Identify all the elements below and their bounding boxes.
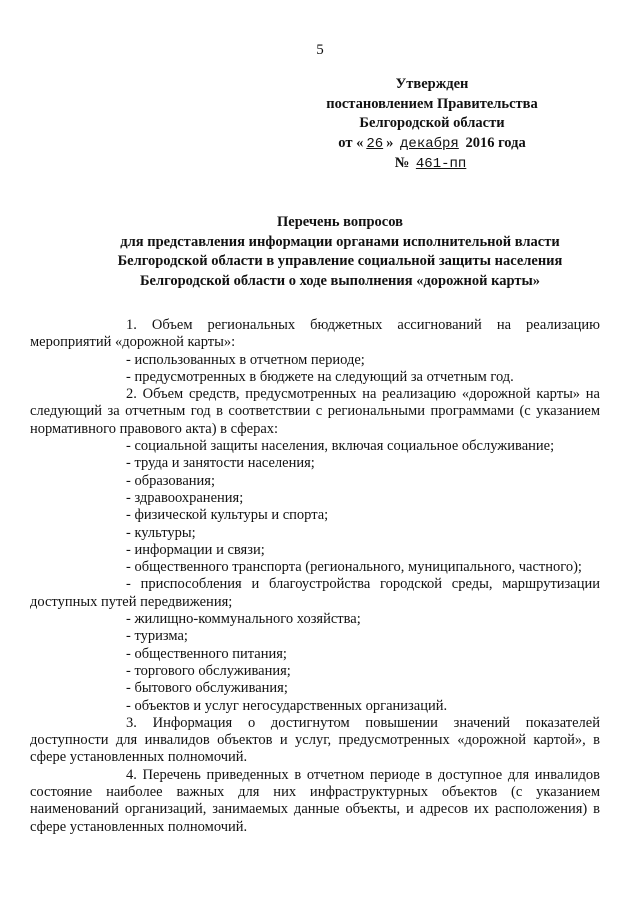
approval-line-1: Утвержден (395, 76, 469, 92)
title-line-2: для представления информации органами исполнительной власти (120, 233, 560, 250)
list-item: - туризма; (126, 628, 188, 645)
list-item: - бытового обслуживания; (126, 680, 288, 697)
decree-number: 461-пп (415, 156, 467, 172)
date-prefix: от « (338, 134, 364, 151)
document-body (30, 317, 600, 836)
list-item: - торгового обслуживания; (126, 662, 291, 679)
approval-block (282, 75, 582, 175)
list-item: - общественного питания; (126, 645, 287, 662)
paragraph-3: 3. Информация о достигнутом повышении значений показателей доступности для инвалидов объектов и услуг, предусмотренных «дорожной картой», в сфере установленных полномочий. (30, 714, 600, 766)
list-item: - использованных в отчетном периоде; (126, 351, 365, 368)
paragraph-4: 4. Перечень приведенных в отчетном периоде в доступное для инвалидов состояние наиболее важных для них инфраструктурных объектов (с указанием наименований организаций, занимаемых данные объекты, и адресов их расположения) в сфере установленных полномочий. (30, 766, 600, 835)
date-mid: » (386, 134, 394, 151)
list-item: - жилищно-коммунального хозяйства; (126, 611, 361, 628)
number-label: № (394, 155, 410, 171)
approval-line-3: Белгородской области (359, 115, 505, 131)
approval-line-2: постановлением Правительства (326, 95, 538, 112)
list-item-transport: - общественного транспорта (регионального, муниципального, частного); (126, 559, 582, 576)
list-item: - культуры; (126, 524, 196, 541)
title-line-1: Перечень вопросов (277, 214, 403, 230)
list-item-urban-environment: - приспособления и благоустройства городской среды, маршрутизации доступных путей передвижения; (30, 576, 600, 610)
date-day: 26 (366, 135, 384, 152)
list-item: - труда и занятости населения; (126, 455, 315, 472)
list-item: - информации и связи; (126, 541, 265, 558)
list-item: - объектов и услуг негосударственных организаций. (126, 697, 448, 714)
date-year: 2016 года (465, 134, 526, 151)
approval-date-line (282, 134, 582, 155)
list-item: - физической культуры и спорта; (126, 507, 329, 524)
title-line-4: Белгородской области о ходе выполнения «дорожной карты» (139, 272, 541, 289)
paragraph-2: 2. Объем средств, предусмотренных на реализацию «дорожной карты» на следующий за отчетным год в соответствии с региональными программами (с указанием нормативного правового акта) в сферах: (30, 386, 600, 437)
list-item: - предусмотренных в бюджете на следующий за отчетным год. (126, 368, 514, 385)
document-title (70, 213, 610, 291)
date-month: декабря (400, 135, 459, 152)
paragraph-1: 1. Объем региональных бюджетных ассигнований на реализацию мероприятий «дорожной карты»: (30, 317, 600, 351)
approval-number-line (282, 154, 582, 175)
list-item: - социальной защиты населения, включая социальное обслуживание; (126, 438, 555, 455)
title-line-3: Белгородской области в управление социальной защиты населения (117, 253, 563, 269)
list-item: - здравоохранения; (126, 489, 244, 506)
list-item: - образования; (126, 472, 215, 489)
page-number: 5 (316, 42, 324, 58)
